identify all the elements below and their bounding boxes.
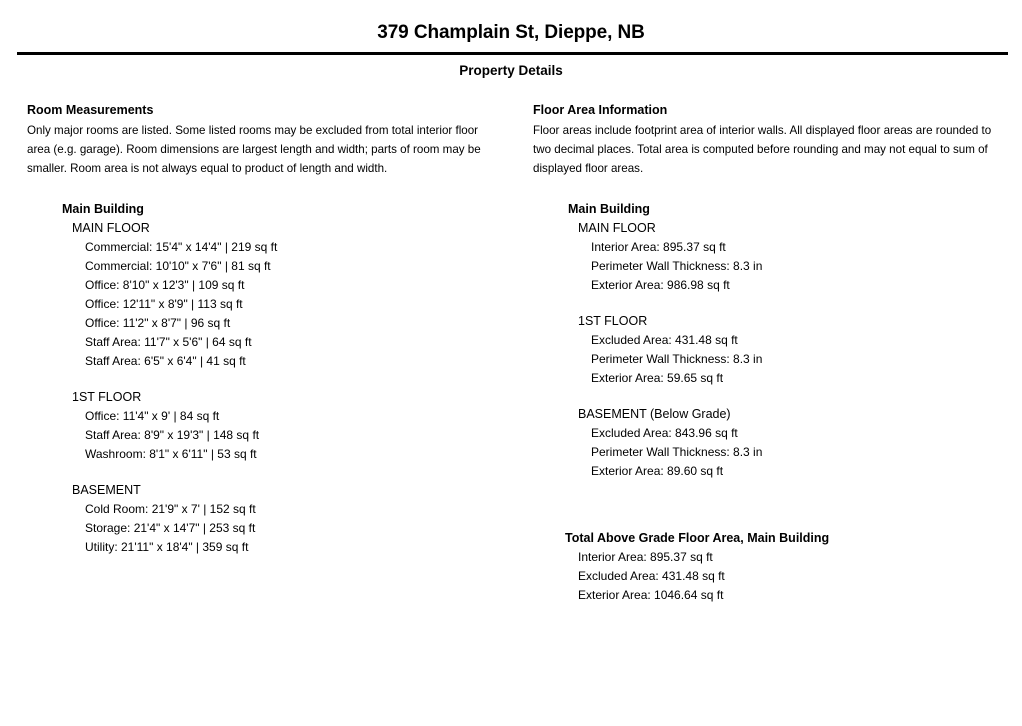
room-entry: Commercial: 10'10" x 7'6" | 81 sq ft <box>85 259 271 273</box>
room-measurements-heading: Room Measurements <box>27 103 154 117</box>
room-entry: Office: 11'2" x 8'7" | 96 sq ft <box>85 316 231 330</box>
page-subtitle: Property Details <box>459 63 563 78</box>
area-entry: Exterior Area: 986.98 sq ft <box>591 278 730 292</box>
floor-group-main-floor <box>27 219 497 371</box>
total-above-grade-title: Total Above Grade Floor Area, Main Building <box>565 531 830 545</box>
area-entry: Excluded Area: 843.96 sq ft <box>591 426 738 440</box>
area-entry: Exterior Area: 89.60 sq ft <box>591 464 724 478</box>
room-entry: Staff Area: 6'5" x 6'4" | 41 sq ft <box>85 354 246 368</box>
floor-name: 1ST FLOOR <box>578 314 648 328</box>
room-entry: Storage: 21'4" x 14'7" | 253 sq ft <box>85 521 256 535</box>
total-above-grade-block <box>533 529 1008 605</box>
area-group-1st-floor <box>533 312 1008 388</box>
floor-group-basement <box>27 481 497 557</box>
floor-group-1st-floor <box>27 388 497 464</box>
area-entry: Excluded Area: 431.48 sq ft <box>591 333 738 347</box>
total-entry: Exterior Area: 1046.64 sq ft <box>578 588 724 602</box>
room-entry: Cold Room: 21'9" x 7' | 152 sq ft <box>85 502 256 516</box>
title-divider <box>17 52 1008 55</box>
floor-name: BASEMENT <box>72 483 141 497</box>
room-entry: Office: 8'10" x 12'3" | 109 sq ft <box>85 278 245 292</box>
room-entry: Commercial: 15'4" x 14'4" | 219 sq ft <box>85 240 278 254</box>
floor-area-heading: Floor Area Information <box>533 103 668 117</box>
content-columns <box>0 102 1022 605</box>
floor-area-information-column <box>511 102 1022 605</box>
area-entry: Perimeter Wall Thickness: 8.3 in <box>591 259 763 273</box>
room-entry: Staff Area: 8'9" x 19'3" | 148 sq ft <box>85 428 260 442</box>
total-entry: Excluded Area: 431.48 sq ft <box>578 569 725 583</box>
room-measurements-note: Only major rooms are listed. Some listed rooms may be excluded from total interior floor area (e.g. garage). Room dimensions are largest length and width; parts of room may be smaller. Room area is not always equal to product of length and width. <box>27 124 481 175</box>
room-measurements-building <box>27 200 497 557</box>
floor-name: 1ST FLOOR <box>72 390 142 404</box>
floor-name: MAIN FLOOR <box>72 221 150 235</box>
floor-area-note: Floor areas include footprint area of interior walls. All displayed floor areas are rounded to two decimal places. Total area is computed before rounding and may not equal to sum of displayed floor areas. <box>533 124 992 175</box>
room-entry: Utility: 21'11" x 18'4" | 359 sq ft <box>85 540 249 554</box>
area-entry: Interior Area: 895.37 sq ft <box>591 240 726 254</box>
area-group-basement <box>533 405 1008 481</box>
floor-area-building <box>533 200 1008 605</box>
total-entry: Interior Area: 895.37 sq ft <box>578 550 713 564</box>
area-entry: Exterior Area: 59.65 sq ft <box>591 371 724 385</box>
building-name: Main Building <box>568 202 650 216</box>
room-entry: Office: 12'11" x 8'9" | 113 sq ft <box>85 297 243 311</box>
area-entry: Perimeter Wall Thickness: 8.3 in <box>591 352 763 366</box>
area-entry: Perimeter Wall Thickness: 8.3 in <box>591 445 763 459</box>
floor-name: BASEMENT (Below Grade) <box>578 407 731 421</box>
area-group-main-floor <box>533 219 1008 295</box>
page-title: 379 Champlain St, Dieppe, NB <box>377 22 645 43</box>
room-entry: Office: 11'4" x 9' | 84 sq ft <box>85 409 220 423</box>
floor-name: MAIN FLOOR <box>578 221 656 235</box>
room-entry: Staff Area: 11'7" x 5'6" | 64 sq ft <box>85 335 252 349</box>
room-entry: Washroom: 8'1" x 6'11" | 53 sq ft <box>85 447 257 461</box>
building-name: Main Building <box>62 202 144 216</box>
room-measurements-column <box>0 102 511 605</box>
